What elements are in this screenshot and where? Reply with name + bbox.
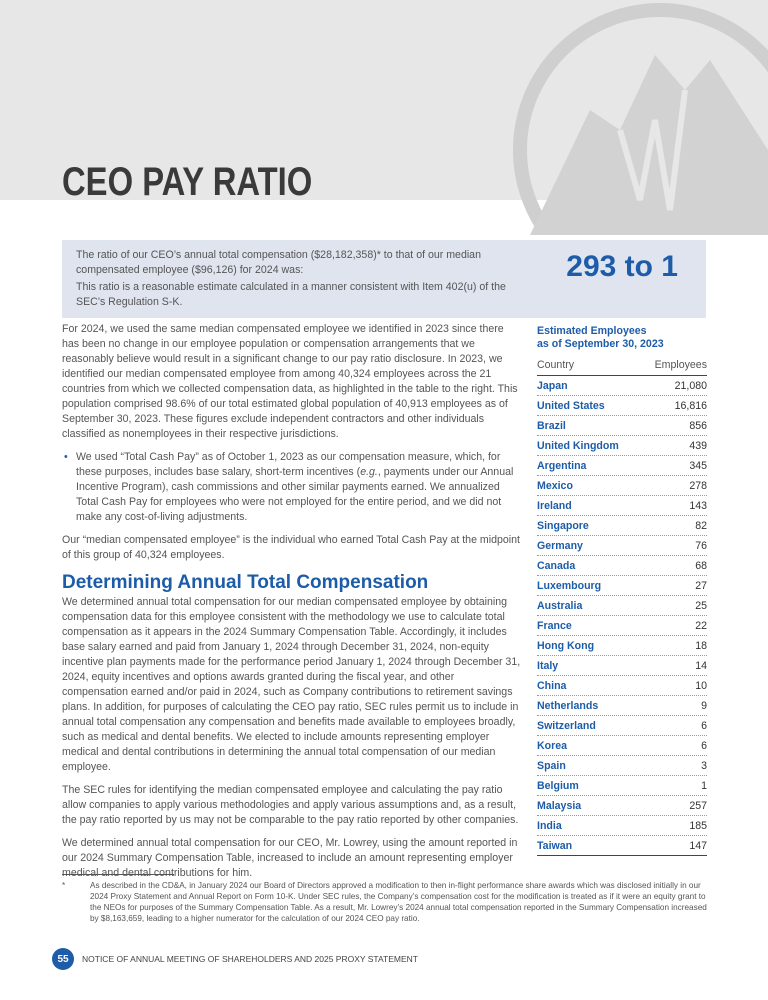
summary-note: This ratio is a reasonable estimate calculated in a manner consistent with Item 402(u) of the SEC’s Regulation S-K. — [76, 281, 506, 308]
country-name: India — [537, 819, 562, 832]
employees-table — [537, 325, 707, 856]
country-name: Argentina — [537, 459, 587, 472]
table-row — [537, 616, 707, 636]
country-name: Switzerland — [537, 719, 596, 732]
country-name: Italy — [537, 659, 559, 672]
table-row — [537, 636, 707, 656]
pay-ratio-value: 293 to 1 — [566, 250, 678, 283]
country-name: Germany — [537, 539, 583, 552]
page-number: 55 — [52, 948, 74, 970]
country-name: Japan — [537, 379, 568, 392]
table-row — [537, 656, 707, 676]
paragraph: We determined annual total compensation for our CEO, Mr. Lowrey, using the amount reported in our 2024 Summary Compensation Table, increased to include an amount representing employer medical and dental contributions for him. — [62, 837, 518, 879]
rock-logo-icon — [470, 0, 768, 235]
page-title: CEO PAY RATIO — [62, 160, 313, 204]
employee-count: 856 — [689, 419, 707, 432]
table-row — [537, 556, 707, 576]
table-row — [537, 676, 707, 696]
paragraph: For 2024, we used the same median compensated employee we identified in 2023 since there has been no change in our employee population or compensation arrangements that we reasonably believe would result in a significant change to our pay ratio disclosure. In 2023, we identified our median compensated employee from among 40,324 employees across the 21 countries from which we collected compensation data, as highlighted in the table to the right. This population comprised 98.6% of our total estimated global population of 40,913 employees as of September 30, 2023. These figures exclude independent contractors and other individuals classified as nonemployees in their respective jurisdictions. — [62, 323, 518, 440]
country-name: Singapore — [537, 519, 589, 532]
table-row — [537, 476, 707, 496]
paragraph: We determined annual total compensation for our median compensated employee by obtaining compensation data for this employee consistent with the methodology we use to calculate total compensation as it appears in the 2024 Summary Compensation Table. Accordingly, it includes base salary earned and paid from January 1, 2024 through December 31, 2024, non-equity incentive plan payments made for the performance period January 1, 2024 through December 31, 2024, equity incentives and options awards granted during the fiscal year, and other compensation earned and/or paid in 2024, such as Company contributions to retirement savings plans. In addition, for purposes of calculating the CEO pay ratio, SEC rules permit us to include in annual total compensation any compensation and benefits made available to employees broadly, such as medical and dental benefits. We elected to include amounts representing employer medical and dental contributions in determining the annual total compensation of our median employee. — [62, 596, 521, 773]
table-row — [537, 576, 707, 596]
country-name: Spain — [537, 759, 566, 772]
country-name: Brazil — [537, 419, 566, 432]
table-row — [537, 376, 707, 396]
employee-count: 10 — [695, 679, 707, 692]
footnote-divider — [62, 874, 174, 875]
country-name: United States — [537, 399, 605, 412]
employee-count: 439 — [689, 439, 707, 452]
table-row — [537, 596, 707, 616]
table-row — [537, 696, 707, 716]
table-row — [537, 816, 707, 836]
pay-ratio-summary — [62, 240, 706, 318]
employee-count: 6 — [701, 739, 707, 752]
employee-count: 143 — [689, 499, 707, 512]
employee-count: 21,080 — [674, 379, 707, 392]
country-name: Netherlands — [537, 699, 599, 712]
table-title: Estimated Employees as of September 30, 2023 — [537, 325, 664, 350]
page-footer — [52, 948, 418, 970]
employee-count: 27 — [695, 579, 707, 592]
country-name: Malaysia — [537, 799, 582, 812]
employee-count: 278 — [689, 479, 707, 492]
bullet-item: • We used “Total Cash Pay” as of October 1, 2023 as our compensation measure, which, for these purposes, includes base salary, short-term incentives (e.g., payments under our Annual Incentive Program), cash commissions and other similar payments earned. We annualized Total Cash Pay for employees who were not employed for the entire period, and we did not make any cost-of-living adjustments. — [62, 450, 522, 525]
paragraph: Our “median compensated employee” is the individual who earned Total Cash Pay at the midpoint of this group of 40,324 employees. — [62, 534, 520, 561]
country-name: China — [537, 679, 567, 692]
footnote: * As described in the CD&A, in January 2024 our Board of Directors approved a modification to then in-flight performance share awards which was disclosed initially in our 2024 Proxy Statement and Annual Report on Form 10-K. Under SEC rules, the Company’s compensation cost for the modification is treated as if it were an equity grant to the NEOs for purposes of the Summary Compensation Table. As a result, Mr. Lowrey’s 2024 annual total compensation reported in the Summary Compensation increased by $8,163,659, leading to a higher numerator for the calculation of our 2024 CEO pay ratio. — [62, 881, 707, 923]
section-heading: Determining Annual Total Compensation — [62, 572, 429, 593]
country-name: Korea — [537, 739, 568, 752]
table-row — [537, 396, 707, 416]
country-name: Hong Kong — [537, 639, 595, 652]
employee-count: 25 — [695, 599, 707, 612]
table-row — [537, 736, 707, 756]
employee-count: 345 — [689, 459, 707, 472]
table-row — [537, 436, 707, 456]
country-name: Ireland — [537, 499, 572, 512]
employee-count: 257 — [689, 799, 707, 812]
footer-text: NOTICE OF ANNUAL MEETING OF SHAREHOLDERS AND 2025 PROXY STATEMENT — [82, 954, 418, 964]
country-name: Belgium — [537, 779, 579, 792]
table-row — [537, 516, 707, 536]
employee-count: 76 — [695, 539, 707, 552]
employee-count: 6 — [701, 719, 707, 732]
table-row — [537, 836, 707, 856]
table-row — [537, 716, 707, 736]
table-row — [537, 796, 707, 816]
country-name: Canada — [537, 559, 576, 572]
table-row — [537, 456, 707, 476]
employee-count: 22 — [695, 619, 707, 632]
employee-count: 82 — [695, 519, 707, 532]
employee-count: 9 — [701, 699, 707, 712]
paragraph: The SEC rules for identifying the median compensated employee and calculating the pay ratio allow companies to apply various methodologies and apply various assumptions and, as a result, the pay ratio reported by us may not be comparable to the pay ratio reported by other companies. — [62, 784, 519, 826]
employee-count: 3 — [701, 759, 707, 772]
country-name: Mexico — [537, 479, 573, 492]
employee-count: 16,816 — [674, 399, 707, 412]
table-row — [537, 496, 707, 516]
summary-text: The ratio of our CEO’s annual total compensation ($28,182,358)* to that of our median compensated employee ($96,126) for 2024 was: — [76, 249, 481, 276]
employee-count: 14 — [695, 659, 707, 672]
employee-count: 1 — [701, 779, 707, 792]
table-header: Country Employees — [537, 359, 707, 376]
table-row — [537, 416, 707, 436]
employee-count: 185 — [689, 819, 707, 832]
country-name: Taiwan — [537, 839, 573, 852]
country-name: France — [537, 619, 572, 632]
main-text — [62, 322, 522, 889]
employee-count: 147 — [689, 839, 707, 852]
country-name: Luxembourg — [537, 579, 602, 592]
table-row — [537, 776, 707, 796]
country-name: United Kingdom — [537, 439, 619, 452]
table-row — [537, 756, 707, 776]
table-row — [537, 536, 707, 556]
country-name: Australia — [537, 599, 583, 612]
employee-count: 18 — [695, 639, 707, 652]
employee-count: 68 — [695, 559, 707, 572]
